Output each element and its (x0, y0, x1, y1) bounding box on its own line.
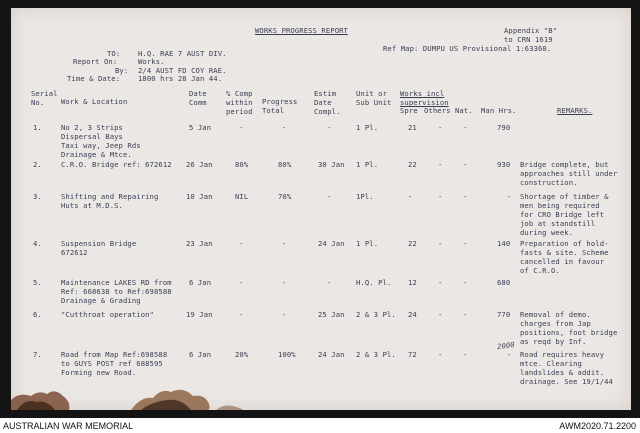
row-1-estim: - (327, 123, 332, 132)
row-6-man-hrs: 770 (497, 310, 511, 319)
info-label-to: TO: (107, 49, 121, 58)
paper-damage-stains (11, 378, 631, 410)
col-works-incl: Works incl supervision (400, 89, 449, 107)
row-4-progress: - (282, 239, 287, 248)
row-5-unit: H.Q. Pl. (356, 278, 392, 287)
col-spre: Spre (400, 106, 418, 115)
row-6-work: "Cutthroat operation" (61, 310, 154, 319)
row-5-others: - (438, 278, 443, 287)
info-label-time: Time & Date: (67, 74, 121, 83)
map-reference: Ref Map: DUMPU US Provisional 1:63360. (383, 44, 552, 53)
row-6-date: 19 Jan (186, 310, 213, 319)
col-serial: Serial No. (31, 89, 58, 107)
row-7-man-hrs: - (507, 350, 512, 359)
row-1-nat: - (463, 123, 468, 132)
appendix-label: Appendix "B" (504, 26, 558, 35)
row-1-others: - (438, 123, 443, 132)
row-5-estim: - (327, 278, 332, 287)
row-1-work: No 2, 3 Strips Dispersal Bays Taxi way, Jeep Rds Drainage & Mtce. (61, 123, 141, 159)
col-date: Date Comm (189, 89, 207, 107)
row-6-comp: - (239, 310, 244, 319)
row-1-serial: 1. (33, 123, 42, 132)
row-5-serial: 5. (33, 278, 42, 287)
row-2-remarks: Bridge complete, but approaches still under construction. (520, 160, 618, 187)
row-7-others: - (438, 350, 443, 359)
row-4-man-hrs: 140 (497, 239, 511, 248)
row-7-estim: 24 Jan (318, 350, 345, 359)
info-label-report: Report On: (73, 57, 118, 66)
document-page (11, 8, 631, 410)
row-1-date: 5 Jan (189, 123, 212, 132)
row-4-remarks: Preparation of hold- fasts & site. Scheme cancelled in favour of C.R.O. (520, 239, 609, 275)
row-4-serial: 4. (33, 239, 42, 248)
info-label-by: By: (115, 66, 129, 75)
row-4-spre: 22 (408, 239, 417, 248)
handwritten-annotation: 2000 (496, 339, 516, 352)
info-value-to: H.Q. RAE 7 AUST DIV. (138, 49, 227, 58)
row-3-comp: NIL (235, 192, 249, 201)
row-3-nat: - (463, 192, 468, 201)
row-2-nat: - (463, 160, 468, 169)
row-6-serial: 6. (33, 310, 42, 319)
row-4-unit: 1 Pl. (356, 239, 379, 248)
row-5-spre: 12 (408, 278, 417, 287)
row-3-estim: - (327, 192, 332, 201)
row-3-remarks: Shortage of timber & men being required for CRO Bridge left job at standstill during week. (520, 192, 609, 237)
row-1-comp: - (239, 123, 244, 132)
footer-credit: AUSTRALIAN WAR MEMORIAL (3, 421, 134, 431)
footer-accession-number: AWM2020.71.2200 (559, 421, 636, 431)
row-7-progress: 100% (278, 350, 296, 359)
row-6-unit: 2 & 3 Pl. (356, 310, 396, 319)
row-4-others: - (438, 239, 443, 248)
row-2-others: - (438, 160, 443, 169)
row-7-remarks: Road requires heavy mtce. Clearing landslides & addit. drainage. See 19/1/44 (520, 350, 613, 386)
col-remarks: REMARKS. (557, 106, 593, 115)
col-work: Work & Location (61, 97, 128, 106)
row-6-nat: - (463, 310, 468, 319)
row-4-date: 23 Jan (186, 239, 213, 248)
col-estim: Estim Date Compl. (314, 89, 341, 116)
row-7-unit: 2 & 3 Pl. (356, 350, 396, 359)
row-5-man-hrs: 680 (497, 278, 511, 287)
row-2-estim: 30 Jan (318, 160, 345, 169)
row-5-progress: - (282, 278, 287, 287)
row-2-man-hrs: 930 (497, 160, 511, 169)
row-3-serial: 3. (33, 192, 42, 201)
row-7-work: Road from Map Ref:698588 to GUYS POST ref 688595 Forming new Road. (61, 350, 168, 377)
info-value-by: 2/4 AUST FD COY RAE. (138, 66, 227, 75)
row-3-unit: 1Pl. (356, 192, 374, 201)
row-5-comp: - (239, 278, 244, 287)
report-title: WORKS PROGRESS REPORT (255, 26, 348, 35)
crn-reference: to CRN 1619 (504, 35, 553, 44)
row-4-work: Suspension Bridge 672612 (61, 239, 137, 257)
row-2-work: C.R.O. Bridge ref: 672612 (61, 160, 172, 169)
col-unit: Unit or Sub Unit (356, 89, 392, 107)
row-3-spre: - (408, 192, 413, 201)
row-4-estim: 24 Jan (318, 239, 345, 248)
row-2-spre: 22 (408, 160, 417, 169)
info-value-time: 1800 hrs 28 Jan 44. (138, 74, 223, 83)
col-others: Others (424, 106, 451, 115)
row-6-others: - (438, 310, 443, 319)
row-7-nat: - (463, 350, 468, 359)
row-2-comp: 80% (235, 160, 249, 169)
row-2-serial: 2. (33, 160, 42, 169)
row-6-spre: 24 (408, 310, 417, 319)
row-7-comp: 20% (235, 350, 249, 359)
row-5-nat: - (463, 278, 468, 287)
col-nat: Nat. (455, 106, 473, 115)
row-3-man-hrs: - (507, 192, 512, 201)
row-3-others: - (438, 192, 443, 201)
row-7-date: 6 Jan (189, 350, 212, 359)
row-3-progress: 70% (278, 192, 292, 201)
row-2-date: 26 Jan (186, 160, 213, 169)
row-6-remarks: Removal of demo. charges from Jap positions, foot bridge as reqd by Inf. (520, 310, 618, 346)
row-6-estim: 25 Jan (318, 310, 345, 319)
row-6-progress: - (282, 310, 287, 319)
col-progress: Progress Total (262, 97, 298, 115)
row-1-unit: 1 Pl. (356, 123, 379, 132)
row-2-progress: 80% (278, 160, 292, 169)
col-comp: % Comp within period (226, 89, 253, 116)
row-1-progress: - (282, 123, 287, 132)
row-4-nat: - (463, 239, 468, 248)
row-4-comp: - (239, 239, 244, 248)
row-1-spre: 21 (408, 123, 417, 132)
row-7-serial: 7. (33, 350, 42, 359)
row-3-work: Shifting and Repairing Huts at M.D.S. (61, 192, 159, 210)
col-man-hrs: Man Hrs. (481, 106, 517, 115)
row-3-date: 10 Jan (186, 192, 213, 201)
info-value-report: Works. (138, 57, 165, 66)
row-5-date: 6 Jan (189, 278, 212, 287)
row-2-unit: 1 Pl. (356, 160, 379, 169)
row-5-work: Maintenance LAKES RD from Ref: 668638 to Ref:698588 Drainage & Grading (61, 278, 172, 305)
row-7-spre: 72 (408, 350, 417, 359)
row-1-man-hrs: 790 (497, 123, 511, 132)
